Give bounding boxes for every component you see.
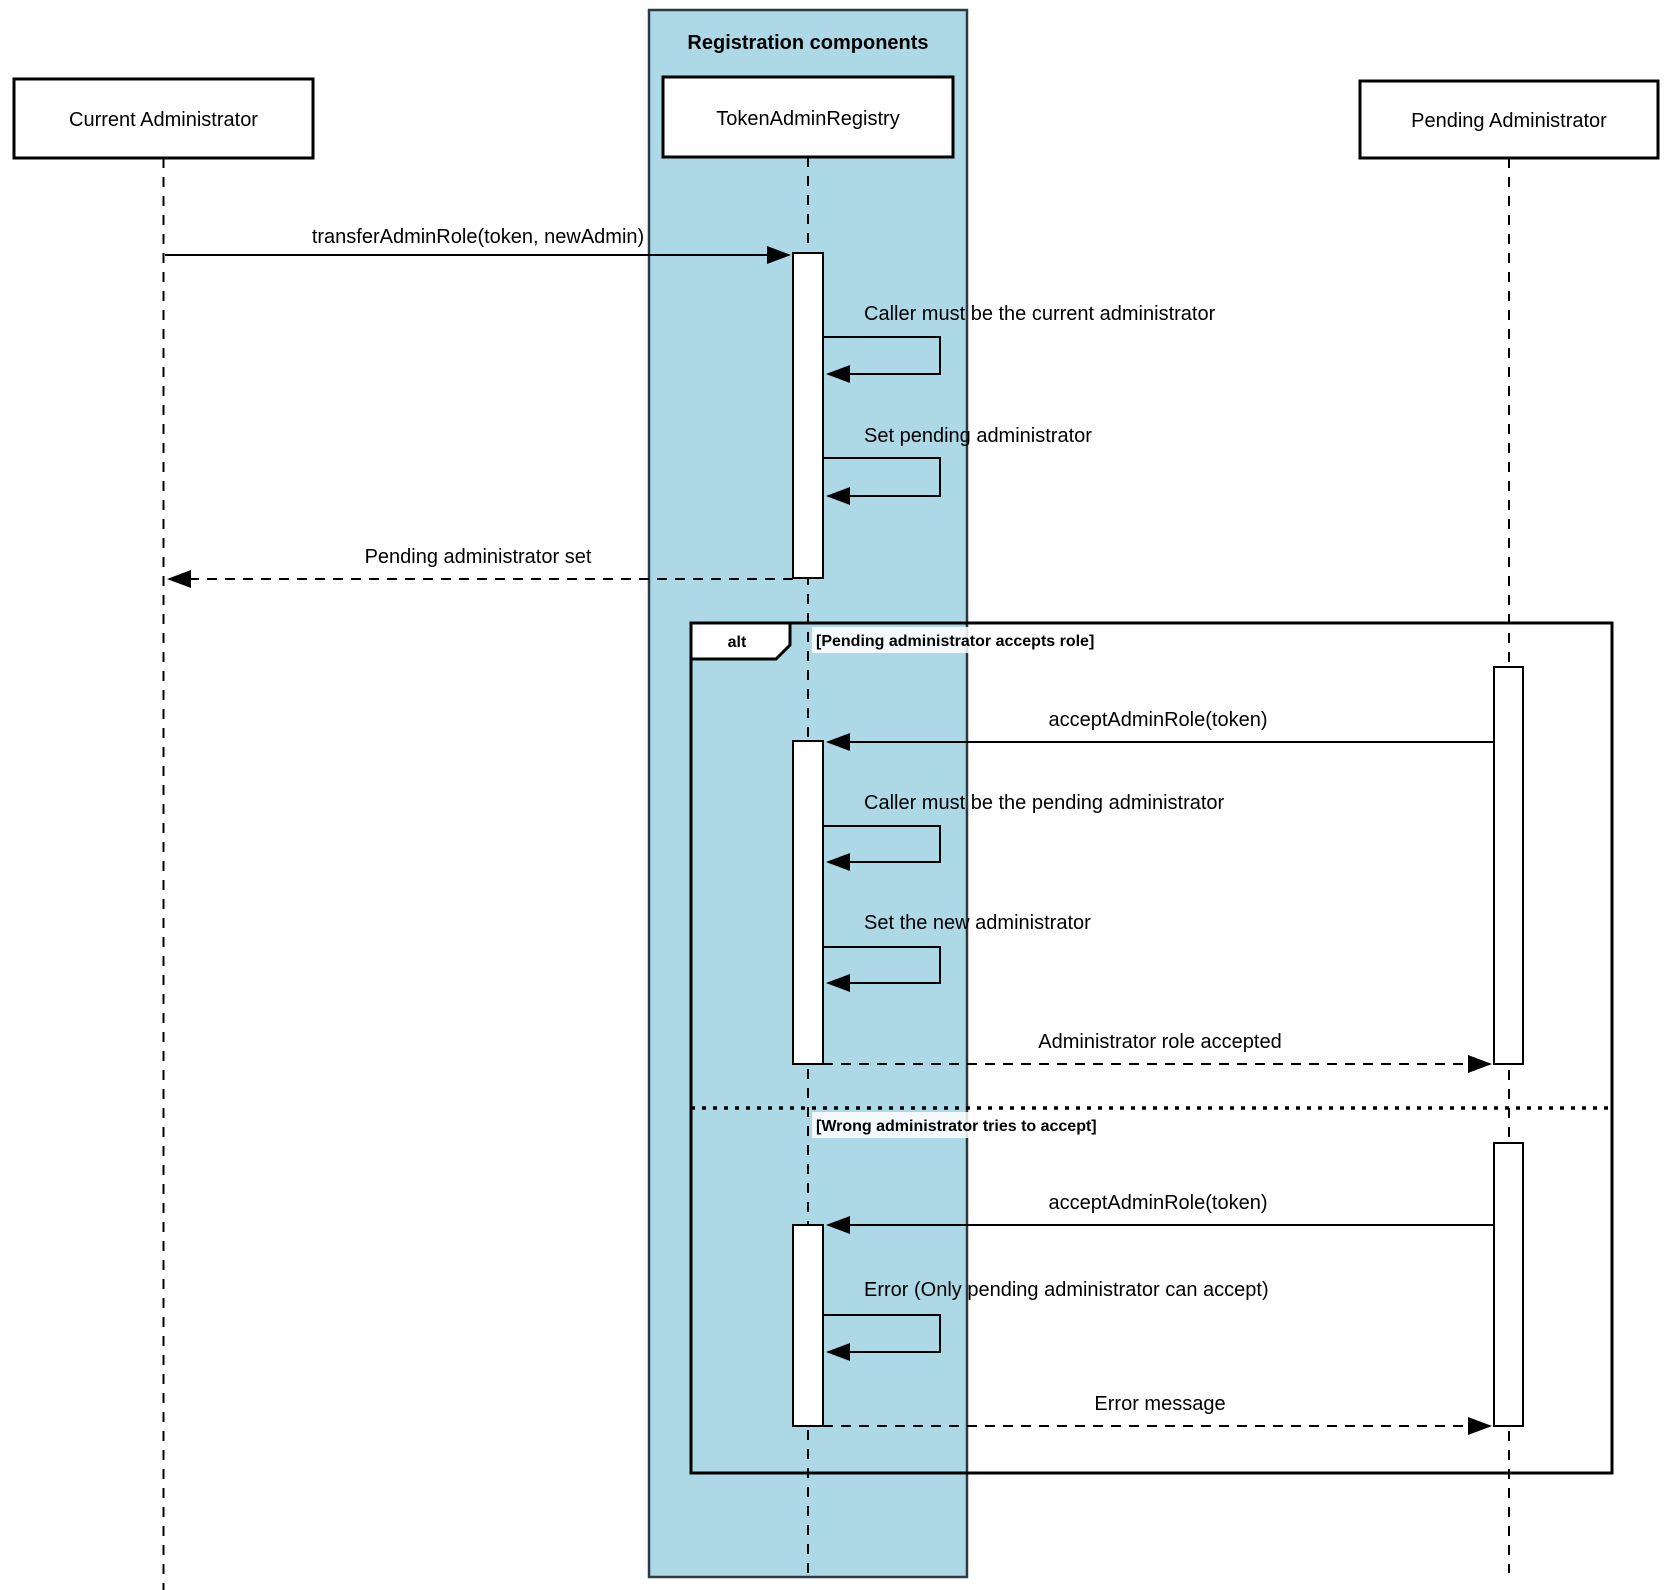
self-message-label-caller-pending: Caller must be the pending administrator — [864, 792, 1225, 814]
activation-bar-registry-transfer — [793, 253, 823, 578]
alt-guard-wrong: [Wrong administrator tries to accept] — [816, 1118, 1097, 1135]
message-label-accept-admin-role-2: acceptAdminRole(token) — [1048, 1192, 1268, 1214]
band-title: Registration components — [687, 32, 929, 54]
alt-guard-accept: [Pending administrator accepts role] — [816, 633, 1095, 650]
self-message-label-set-pending: Set pending administrator — [864, 425, 1092, 447]
self-message-label-error-only-pending: Error (Only pending administrator can accept) — [864, 1279, 1269, 1301]
alt-operator-label: alt — [727, 634, 747, 651]
message-label-accept-admin-role-1: acceptAdminRole(token) — [1048, 709, 1268, 731]
return-label-admin-role-accepted: Administrator role accepted — [1038, 1031, 1282, 1053]
message-label-transfer-admin-role: transferAdminRole(token, newAdmin) — [311, 226, 645, 248]
activation-bar-pending-wrong — [1494, 1143, 1523, 1426]
actor-label-tokenadminregistry: TokenAdminRegistry — [716, 108, 900, 130]
self-message-label-caller-current: Caller must be the current administrator — [864, 303, 1216, 325]
return-label-pending-admin-set: Pending administrator set — [364, 546, 592, 568]
activation-bar-pending-accept — [1494, 667, 1523, 1064]
actor-label-current-administrator: Current Administrator — [69, 109, 258, 131]
self-message-label-set-new-admin: Set the new administrator — [864, 912, 1091, 934]
actor-label-pending-administrator: Pending Administrator — [1411, 110, 1607, 132]
activation-bar-registry-accept — [793, 741, 823, 1064]
activation-bar-registry-wrong — [793, 1225, 823, 1426]
return-label-error-message: Error message — [1094, 1393, 1226, 1415]
